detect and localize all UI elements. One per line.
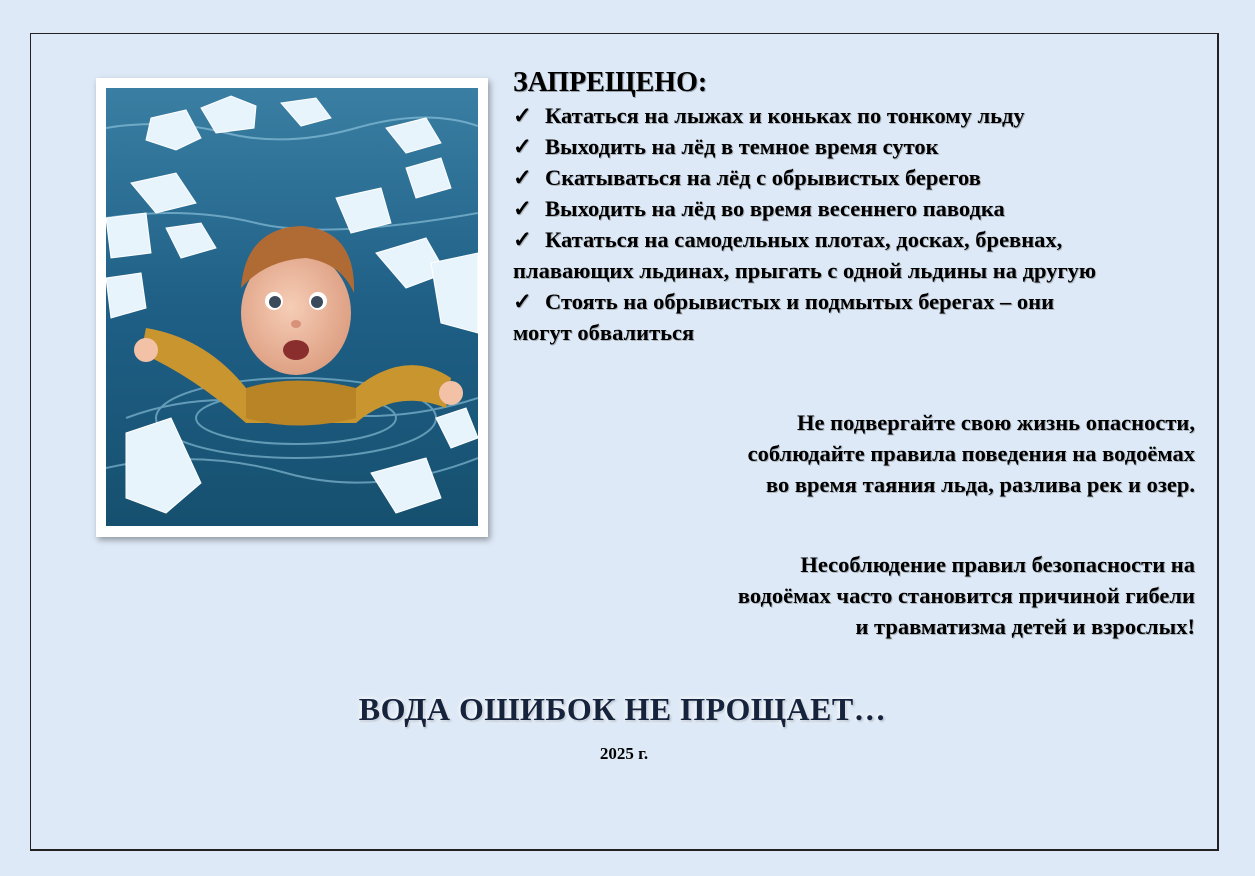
slogan: ВОДА ОШИБОК НЕ ПРОЩАЕТ…: [358, 691, 887, 727]
illustration: [106, 88, 478, 526]
check-icon: ✓: [513, 165, 532, 190]
check-icon: ✓: [513, 227, 532, 252]
child-in-icy-water-photo: [96, 78, 488, 537]
advice-line: Не подвергайте свою жизнь опасности,: [797, 410, 1195, 435]
warning-line: Несоблюдение правил безопасности на: [800, 552, 1195, 577]
advice-paragraph: [748, 407, 1195, 500]
check-icon: ✓: [513, 196, 532, 221]
check-icon: ✓: [513, 289, 532, 314]
year: 2025 г.: [599, 744, 649, 763]
forbidden-item-continuation: могут обвалиться: [513, 320, 695, 345]
warning-line: водоёмах часто становится причиной гибели: [737, 583, 1195, 608]
forbidden-item: ✓ Кататься на самодельных плотах, досках, бревнах,: [513, 224, 1225, 255]
forbidden-item: ✓ Стоять на обрывистых и подмытых берегах – они: [513, 286, 1225, 317]
forbidden-list: [513, 66, 1225, 348]
advice-line: во время таяния льда, разлива рек и озер.: [765, 472, 1195, 497]
forbidden-item: ✓ Выходить на лёд в темное время суток: [513, 131, 1225, 162]
warning-paragraph: [738, 549, 1195, 642]
advice-line: соблюдайте правила поведения на водоёмах: [747, 441, 1195, 466]
forbidden-item: ✓ Кататься на лыжах и коньках по тонкому льду: [513, 100, 1225, 131]
forbidden-heading: ЗАПРЕЩЕНО:: [513, 67, 708, 98]
check-icon: ✓: [513, 134, 532, 159]
forbidden-item: ✓ Скатываться на лёд с обрывистых берегов: [513, 162, 1225, 193]
check-icon: ✓: [513, 103, 532, 128]
forbidden-item: ✓ Выходить на лёд во время весеннего паводка: [513, 193, 1225, 224]
warning-line: и травматизма детей и взрослых!: [855, 614, 1195, 639]
forbidden-item-continuation: плавающих льдинах, прыгать с одной льдины на другую: [513, 258, 1097, 283]
